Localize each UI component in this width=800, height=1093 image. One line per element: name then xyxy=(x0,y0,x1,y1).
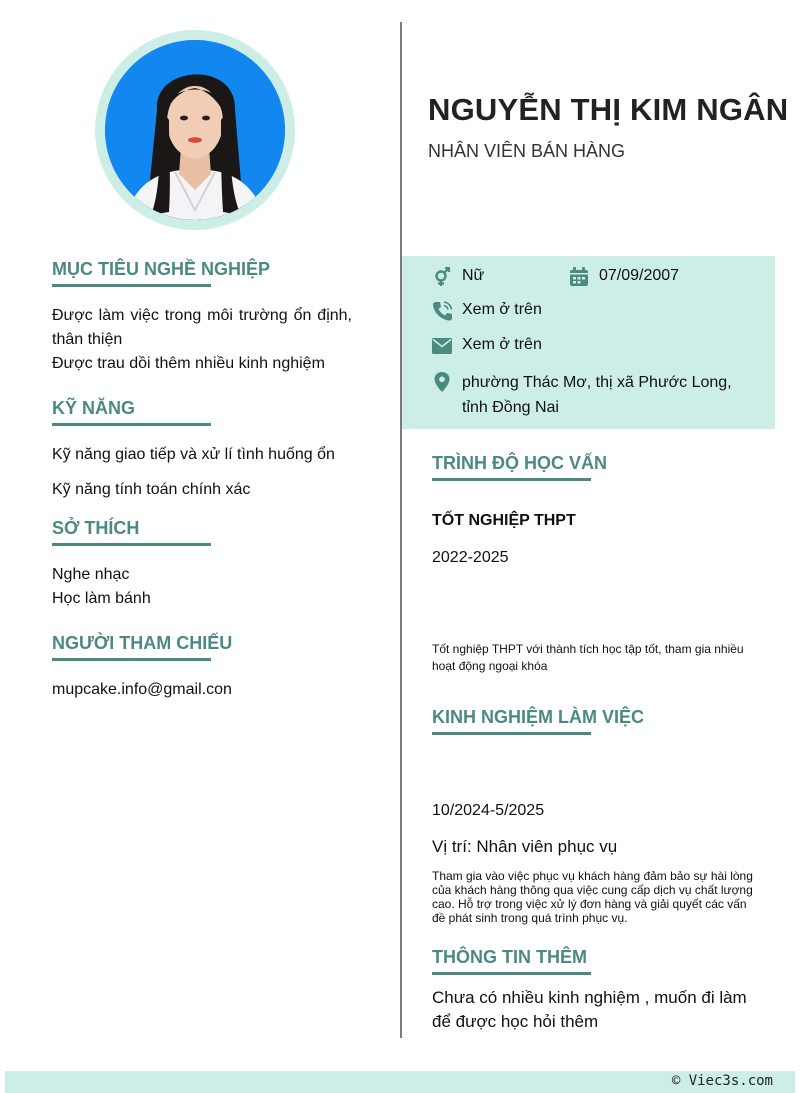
footer-copyright: © Viec3s.com xyxy=(671,1073,773,1089)
experience-title: KINH NGHIỆM LÀM VIỆC xyxy=(432,706,591,735)
education-title: TRÌNH ĐỘ HỌC VẤN xyxy=(432,452,591,481)
gender-icon xyxy=(432,267,452,287)
email-row xyxy=(432,336,542,356)
address-line1: phường Thác Mơ, thị xã Phước Long, xyxy=(462,374,732,391)
career-objective-line1: Được làm việc trong môi trường ổn định, thân thiện xyxy=(52,307,352,348)
avatar-ring xyxy=(95,30,295,230)
phone-row xyxy=(432,301,542,321)
birthdate-row xyxy=(569,267,679,287)
calendar-icon xyxy=(569,267,589,287)
references-title: NGƯỜI THAM CHIẾU xyxy=(52,632,211,661)
column-divider xyxy=(400,22,402,1038)
profile-photo xyxy=(105,40,285,220)
experience-period: 10/2024-5/2025 xyxy=(432,802,545,819)
map-pin-icon xyxy=(432,372,452,392)
birthdate-value: 07/09/2007 xyxy=(599,267,680,284)
skill-item: Kỹ năng tính toán chính xác xyxy=(52,481,251,498)
candidate-name: NGUYỄN THỊ KIM NGÂN xyxy=(428,92,789,127)
education-description: Tốt nghiệp THPT với thành tích học tập tốt, tham gia nhiều hoạt động ngoại khóa xyxy=(432,642,744,673)
references-section xyxy=(52,632,352,702)
job-title: NHÂN VIÊN BÁN HÀNG xyxy=(428,141,626,161)
avatar xyxy=(105,40,285,220)
address-line2: tỉnh Đồng Nai xyxy=(462,399,559,416)
skill-item: Kỹ năng giao tiếp và xử lí tình huống ổn xyxy=(52,446,335,463)
gender-value: Nữ xyxy=(462,267,485,284)
skills-title: KỸ NĂNG xyxy=(52,397,211,426)
phone-icon xyxy=(432,301,452,321)
experience-position: Vị trí: Nhân viên phục vụ xyxy=(432,837,618,856)
career-objective-line2: Được trau dồi thêm nhiều kinh nghiệm xyxy=(52,355,325,372)
phone-value: Xem ở trên xyxy=(462,301,542,318)
additional-info-title: THÔNG TIN THÊM xyxy=(432,946,591,975)
hobbies-title: SỞ THÍCH xyxy=(52,517,211,546)
reference-email: mupcake.info@gmail.con xyxy=(52,681,232,698)
gender-row xyxy=(432,267,484,287)
skills-section xyxy=(52,397,352,502)
additional-info-text: Chưa có nhiều kinh nghiệm , muốn đi làm để được học hỏi thêm xyxy=(432,988,747,1031)
personal-info-panel xyxy=(402,256,775,429)
address-row xyxy=(432,370,732,420)
hobbies-section xyxy=(52,517,352,611)
hobby-item: Nghe nhạc xyxy=(52,566,130,583)
footer-bar xyxy=(5,1071,795,1093)
career-objective-title: MỤC TIÊU NGHỀ NGHIỆP xyxy=(52,258,211,287)
career-objective-section xyxy=(52,258,352,376)
hobby-item: Học làm bánh xyxy=(52,590,151,607)
mail-icon xyxy=(432,336,452,356)
experience-description: Tham gia vào việc phục vụ khách hàng đảm bảo sự hài lòng của khách hàng thông qua việc cung cấp dịch vụ chất lượng cao. Hỗ trợ trong việc xử lý đơn hàng và giải quyết các vấn đề phát sinh trong quá trình phục vụ. xyxy=(432,869,753,925)
education-degree: TỐT NGHIỆP THPT xyxy=(432,512,576,529)
education-period: 2022-2025 xyxy=(432,549,509,566)
email-value: Xem ở trên xyxy=(462,336,542,353)
